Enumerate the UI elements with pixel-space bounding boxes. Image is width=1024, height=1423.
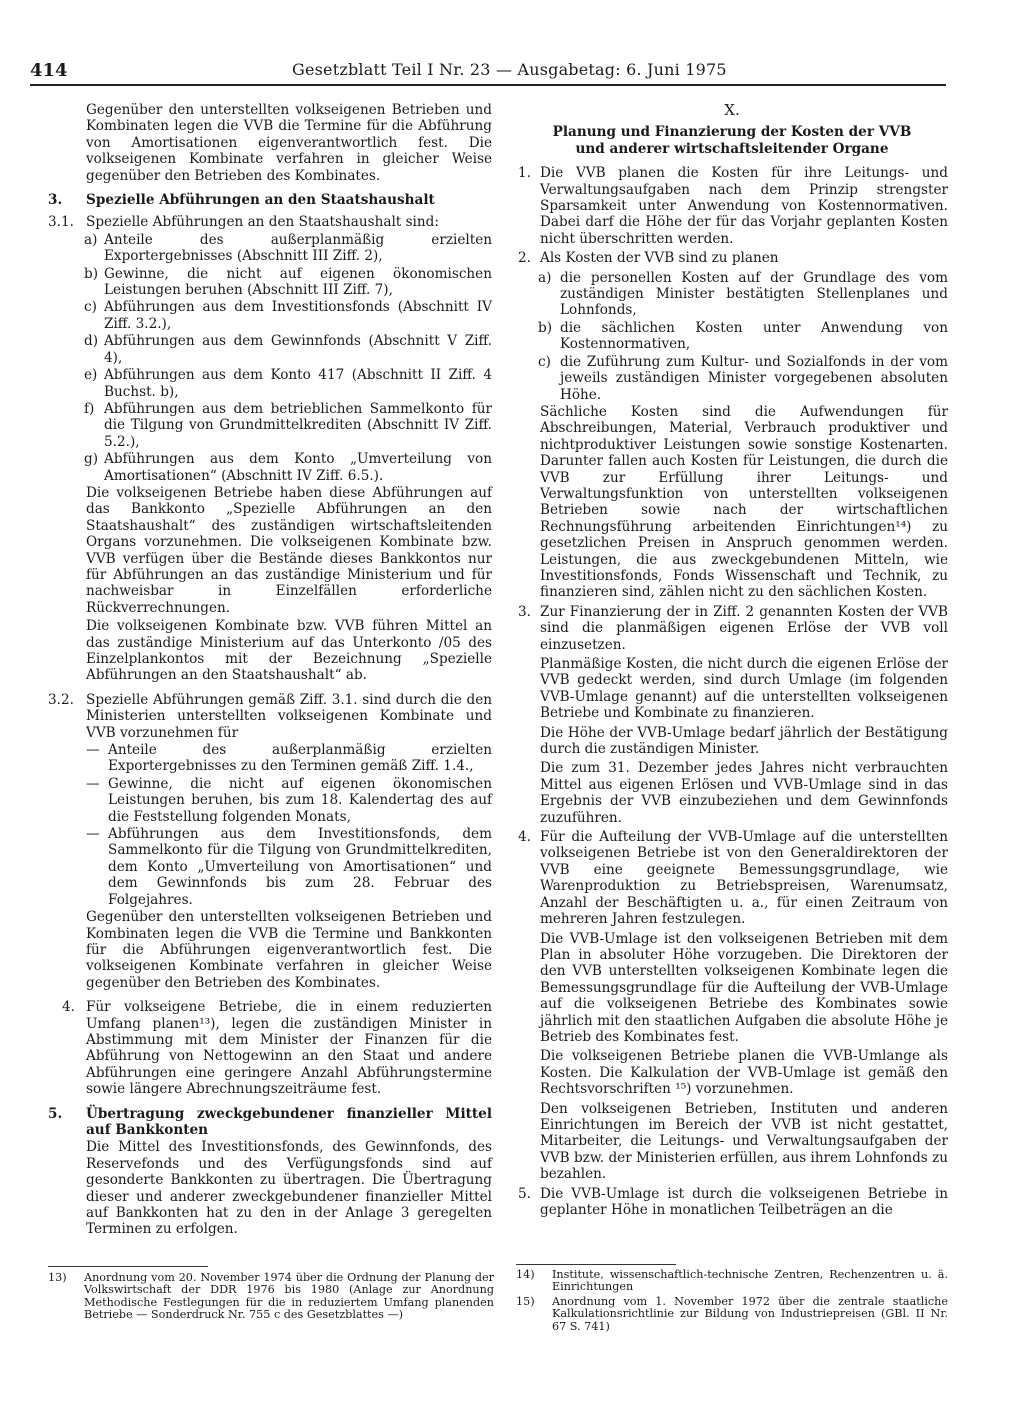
right-column: X. Planung und Finanzierung der Kosten der VVB und anderer wirtschaftsleitender Organe 1. Die VVB planen die Kosten für ihre Leitungs- und Verwaltungsaufgaben nach dem Prinzip strengster Sparsamkeit unter Anwendung von Kostennormativen. Dabei darf die Höhe der für das Vorjahr geplanten Kosten nicht überschritten werden. 2. Als Kosten der VVB sind zu planen a) die personellen Kosten auf der Grundlage des vom zuständigen Minister bestätigten Stellenplanes und Lohnfonds, b) die sächlichen Kosten unter Anwendung von Kostennormativen, c) die Zuführung zum Kultur- und Sozialfonds in der vom jeweils zuständigen Minister vorgegebenen absoluten Höhe. Sächliche Kosten sind die Aufwendungen für Abschreibungen, Material, Verbrauch produktiver und nichtproduktiver Leistungen sowie sonstige Kostenarten. Darunter fallen auch Kosten für Leistungen, die durch die VVB zur Erfüllung ihrer Leitungs- und Verwaltungsfunktion von unterstellten volkseigenen Betrieben sowie nach der wirtschaftlichen Rechnungsführung arbeitenden Einrichtungen¹⁴) zu gesetzlichen Preisen in Anspruch genommen werden. Leistungen, die aus zweckgebundenen Mitteln, wie Investitionsfonds, Fonds Wissenschaft und Technik, zu finanzieren sind, zählen nicht zu den sächlichen Kosten. 3. Zur Finanzierung der in Ziff. 2 genannten Kosten der VVB sind die planmäßigen eigenen Erlöse der VVB voll einzusetzen. Planmäßige Kosten, die nicht durch die eigenen Erlöse der VVB gedeckt werden, sind durch Umlage (im folgenden VVB-Umlage genannt) auf die unterstellten volkseigenen Betriebe und Kombinate zu finanzieren. Die Höhe der VVB-Umlage bedarf jährlich der Bestätigung durch die zuständigen Minister. Die zum 31. Dezember jedes Jahres nicht verbrauchten Mittel aus eigenen Erlösen und VVB-Umlage sind in das Ergebnis der VVB einzubeziehen und dem Gewinnfonds zuzuführen. 4. Für die Aufteilung der VVB-Umlage auf die unterstellten volkseigenen Betriebe ist von den Generaldirektoren der VVB eine geeignete Bemessungsgrundlage, wie Warenproduktion zu Betriebspreisen, Warenumsatz, Anzahl der Beschäftigten u. a., für einen Zeitraum von mehreren Jahren festzulegen. Die VVB-Umlage ist den volkseigenen Betrieben mit dem Plan in absoluter Höhe vorzugeben. Die Direktoren der den VVB unterstellten volkseigenen Kombinate legen die Bemessungsgrundlage für die Aufteilung der VVB-Umlage auf die volkseigenen Betriebe des Kombinates sowie jährlich mit den staatlichen Aufgaben die absolute Höhe je Betrieb des Kombinates fest. Die volkseigenen Betriebe planen die VVB-Umlange als Kosten. Die Kalkulation der VVB-Umlage ist gemäß den Rechtsvorschriften ¹⁵) vorzunehmen. Den volkseigenen Betrieben, Instituten und anderen Einrichtungen im Bereich der VVB ist nicht gestattet, Mitarbeiter, die Leitungs- und Verwaltungsaufgaben der VVB bzw. der Ministerien erfüllen, aus ihrem Lohnfonds zu bezahlen. 5. Die VVB-Umlage ist durch die volkseigenen Betriebe in geplanter Höhe in monatlichen Teilbeträgen an die bbox=[518, 101, 948, 1218]
list-item: Anteile des außerplanmäßig erzielten Exportergebnisses (Abschnitt III Ziff. 2), bbox=[104, 231, 492, 265]
list-item: Gewinne, die nicht auf eigenen ökonomischen Leistungen beruhen, bis zum 18. Kalendertag des auf die Feststellung folgenden Monats, bbox=[108, 775, 492, 825]
list-item: die sächlichen Kosten unter Anwendung von Kostennormativen, bbox=[560, 319, 948, 353]
paragraph: Die zum 31. Dezember jedes Jahres nicht verbrauchten Mittel aus eigenen Erlösen und VVB-Umlage sind in das Ergebnis der VVB einzubeziehen und dem Gewinnfonds zuzuführen. bbox=[540, 760, 948, 826]
list-item: Gewinne, die nicht auf eigenen ökonomischen Leistungen beruhen (Abschnitt III Ziff. 7), bbox=[104, 265, 492, 299]
section-4: 4. Für volkseigene Betriebe, die in einem reduzierten Umfang planen¹³), legen die zuständigen Minister in Abstimmung mit dem Minister der Finanzen für die Abführung von Nettogewinn an den Staat und andere Abführungen eine geringere Anzahl Abführungstermine sowie längere Abrechnungszeiträume fest. bbox=[62, 999, 492, 1098]
item-5: Die VVB-Umlage ist durch die volkseigenen Betriebe in geplanter Höhe in monatlichen Teilbeträgen an die bbox=[540, 1185, 948, 1218]
paragraph: Die volkseigenen Betriebe planen die VVB-Umlange als Kosten. Die Kalkulation der VVB-Umlage ist gemäß den Rechtsvorschriften ¹⁵) vorzunehmen. bbox=[540, 1048, 948, 1098]
paragraph: Die volkseigenen Betriebe haben diese Abführungen auf das Bankkonto „Spezielle Abführungen an den Staatshaushalt“ des zuständigen wirtschaftsleitenden Organs vorzunehmen. Die volkseigenen Kombinate bzw. VVB verfügen über die Bestände dieses Bankkontos nur für Abführungen an das zuständige Ministerium und für nachweisbar in Einzelfällen erforderliche Rückverrechnungen. bbox=[86, 484, 492, 616]
section-number: X. bbox=[724, 101, 740, 119]
list-item: Abführungen aus dem Konto 417 (Abschnitt II Ziff. 4 Buchst. b), bbox=[104, 367, 492, 400]
paragraph: Die Mittel des Investitionsfonds, des Gewinnfonds, des Reservefonds und des Verfügungsfonds sind auf gesonderte Bankkonten zu übertragen. Die Übertragung dieser und anderer zweckgebundener finanzieller Mittel auf Bankkonten hat zu den in der Anlage 3 geregelten Terminen zu erfolgen. bbox=[86, 1139, 492, 1238]
section-title-line-1: Planung und Finanzierung der Kosten der VVB bbox=[552, 124, 912, 141]
paragraph: Die Höhe der VVB-Umlage bedarf jährlich der Bestätigung durch die zuständigen Minister. bbox=[540, 724, 948, 758]
footnote-13: Anordnung vom 20. November 1974 über die Ordnung der Planung der Volkswirtschaft der DDR 1976 bis 1980 (Anlage zur Anordnung Methodische Festlegungen für die in reduziertem Umfang planenden Betriebe — Sonderdruck Nr. 755 c des Gesetzblattes —) bbox=[84, 1271, 494, 1322]
section-5-heading: 5. Übertragung zweckgebundener finanzieller Mittel auf Bankkonten bbox=[48, 1105, 492, 1138]
left-column: Gegenüber den unterstellten volkseigenen Betrieben und Kombinaten legen die VVB die Termine für die Abführung von Amortisationen eigenverantwortlich fest. Die volkseigenen Kombinate verfahren in gleicher Weise gegenüber den Betrieben des Kombinates. 3. Spezielle Abführungen an den Staatshaushalt 3.1. Spezielle Abführungen an den Staatshaushalt sind: a) Anteile des außerplanmäßig erzielten Exportergebnisses (Abschnitt III Ziff. 2), b) Gewinne, die nicht auf eigenen ökonomischen Leistungen beruhen (Abschnitt III Ziff. 7), c) Abführungen aus dem Investitionsfonds (Abschnitt IV Ziff. 3.2.), d) Abführungen aus dem Gewinnfonds (Abschnitt V Ziff. 4), e) Abführungen aus dem Konto 417 (Abschnitt II Ziff. 4 Buchst. b), f) Abführungen aus dem betrieblichen Sammelkonto für die Tilgung von Grundmittelkrediten (Abschnitt IV Ziff. 5.2.), g) Abführungen aus dem Konto „Umverteilung von Amortisationen“ (Abschnitt IV Ziff. 6.5.). Die volkseigenen Betriebe haben diese Abführungen auf das Bankkonto „Spezielle Abführungen an den Staatshaushalt“ des zuständigen wirtschaftsleitenden Organs vorzunehmen. Die volkseigenen Kombinate bzw. VVB verfügen über die Bestände dieses Bankkontos nur für Abführungen an das zuständige Ministerium und für nachweisbar in Einzelfällen erforderliche Rückverrechnungen. Die volkseigenen Kombinate bzw. VVB führen Mittel an das zuständige Ministerium auf das Unterkonto /05 des Einzelplankontos mit der Bezeichnung „Spezielle Abführungen an den Staatshaushalt“ ab. 3.2. Spezielle Abführungen gemäß Ziff. 3.1. sind durch die den Ministerien unterstellten volkseigenen Kombinate und VVB vorzunehmen für — Anteile des außerplanmäßig erzielten Exportergebnisses zu den Terminen gemäß Ziff. 1.4., — Gewinne, die nicht auf eigenen ökonomischen Leistungen beruhen, bis zum 18. Kalendertag des auf die Feststellung folgenden Monats, — Abführungen aus dem Investitionsfonds, dem Sammelkonto für die Tilgung von Grundmittelkrediten, dem Konto „Umverteilung von Amortisationen“ und dem Gewinnfonds bis zum 28. Februar des Folgejahres. Gegenüber den unterstellten volkseigenen Betrieben und Kombinaten legen die VVB die Termine und Bankkonten für die Abführungen eigenverantwortlich fest. Die volkseigenen Kombinate verfahren in gleicher Weise gegenüber den Betrieben des Kombinates. 4. Für volkseigene Betriebe, die in einem reduzierten Umfang planen¹³), legen die zuständigen Minister in Abstimmung mit dem Minister der Finanzen für die Abführung von Nettogewinn an den Staat und andere Abführungen eine geringere Anzahl Abführungstermine sowie längere Abrechnungszeiträume fest. 5. Übertragung zweckgebundener finanzieller Mittel auf Bankkonten Die Mittel des Investitionsfonds, des Gewinnfonds, des Reservefonds und des Verfügungsfonds sind auf gesonderte Bankkonten zu übertragen. Die Übertragung dieser und anderer zweckgebundener finanzieller Mittel auf Bankkonten hat zu den in der Anlage 3 geregelten Terminen zu erfolgen. bbox=[48, 102, 492, 1238]
paragraph: Gegenüber den unterstellten volkseigenen Betrieben und Kombinaten legen die VVB die Termine und Bankkonten für die Abführungen eigenverantwortlich fest. Die volkseigenen Kombinate verfahren in gleicher Weise gegenüber den Betrieben des Kombinates. bbox=[86, 909, 492, 991]
paragraph: Sächliche Kosten sind die Aufwendungen für Abschreibungen, Material, Verbrauch produktiver und nichtproduktiver Leistungen sowie sonstige Kostenarten. Darunter fallen auch Kosten für Leistungen, die durch die VVB zur Erfüllung ihrer Leitungs- und Verwaltungsfunktion von unterstellten volkseigenen Betrieben sowie nach der wirtschaftlichen Rechnungsführung arbeitenden Einrichtungen¹⁴) zu gesetzlichen Preisen in Anspruch genommen werden. Leistungen, die aus zweckgebundenen Mitteln, wie Investitionsfonds, Fonds Wissenschaft und Technik, zu finanzieren sind, zählen nicht zu den sächlichen Kosten. bbox=[540, 403, 948, 601]
item-3: Zur Finanzierung der in Ziff. 2 genannten Kosten der VVB sind die planmäßigen eigenen Erlöse der VVB voll einzusetzen. bbox=[540, 603, 948, 653]
footnotes-left: 13) Anordnung vom 20. November 1974 über die Ordnung der Planung der Volkswirtschaft der DDR 1976 bis 1980 (Anlage zur Anordnung Methodische Festlegungen für die in reduziertem Umfang planenden Betriebe — Sonderdruck Nr. 755 c des Gesetzblattes —) bbox=[48, 1271, 494, 1322]
section-3-title: Spezielle Abführungen an den Staatshaushalt bbox=[86, 192, 435, 209]
paragraph: Den volkseigenen Betrieben, Instituten und anderen Einrichtungen im Bereich der VVB ist nicht gestattet, Mitarbeiter, die Leitungs- und Verwaltungsaufgaben der VVB bzw. der Ministerien erfüllen, aus ihrem Lohnfonds zu bezahlen. bbox=[540, 1100, 948, 1183]
gazette-title: Gesetzblatt Teil I Nr. 23 — Ausgabetag: 6. Juni 1975 bbox=[292, 60, 727, 79]
list-item: Abführungen aus dem Investitionsfonds, dem Sammelkonto für die Tilgung von Grundmittelkrediten, dem Konto „Umverteilung von Amortisationen“ und dem Gewinnfonds bis zum 28. Februar des Folgejahres. bbox=[108, 826, 492, 908]
footnote-14: Institute, wissenschaftlich-technische Zentren, Rechenzentren u. ä. Einrichtungen bbox=[552, 1268, 948, 1294]
list-item: Abführungen aus dem betrieblichen Sammelkonto für die Tilgung von Grundmittelkrediten (Abschnitt IV Ziff. 5.2.), bbox=[104, 400, 492, 450]
paragraph: Die volkseigenen Kombinate bzw. VVB führen Mittel an das zuständige Ministerium auf das Unterkonto /05 des Einzelplankontos mit der Bezeichnung „Spezielle Abführungen an den Staatshaushalt“ ab. bbox=[86, 618, 492, 684]
footnote-divider bbox=[48, 1266, 208, 1267]
paragraph: Planmäßige Kosten, die nicht durch die eigenen Erlöse der VVB gedeckt werden, sind durch Umlage (im folgenden VVB-Umlage genannt) auf die unterstellten volkseigenen Betriebe und Kombinate zu finanzieren. bbox=[540, 656, 948, 722]
section-3-heading: 3. Spezielle Abführungen an den Staatshaushalt bbox=[48, 192, 435, 209]
list-item: die personellen Kosten auf der Grundlage des vom zuständigen Minister bestätigten Stellenplanes und Lohnfonds, bbox=[560, 269, 948, 319]
page-number: 414 bbox=[30, 60, 68, 81]
list-item: Abführungen aus dem Konto „Umverteilung von Amortisationen“ (Abschnitt IV Ziff. 6.5.). bbox=[104, 451, 492, 484]
list-item: die Zuführung zum Kultur- und Sozialfonds in der vom jeweils zuständigen Minister vorgegebenen absoluten Höhe. bbox=[560, 353, 948, 403]
list-item: Abführungen aus dem Investitionsfonds (Abschnitt IV Ziff. 3.2.), bbox=[104, 299, 492, 332]
intro-paragraph: Gegenüber den unterstellten volkseigenen Betrieben und Kombinaten legen die VVB die Termine für die Abführung von Amortisationen eigenverantwortlich fest. Die volkseigenen Kombinate verfahren in gleicher Weise gegenüber den Betrieben des Kombinates. bbox=[86, 102, 492, 184]
item-4: Für die Aufteilung der VVB-Umlage auf die unterstellten volkseigenen Betriebe ist von den Generaldirektoren der VVB eine geeignete Bemessungsgrundlage, wie Warenproduktion zu Betriebspreisen, Warenumsatz, Anzahl der Beschäftigten u. a., für einen Zeitraum von mehreren Jahren festzulegen. bbox=[540, 829, 948, 928]
item-1: Die VVB planen die Kosten für ihre Leitungs- und Verwaltungsaufgaben nach dem Prinzip strengster Sparsamkeit unter Anwendung von Kostennormativen. Dabei darf die Höhe der für das Vorjahr geplanten Kosten nicht überschritten werden. bbox=[540, 165, 948, 247]
page-header bbox=[30, 60, 946, 86]
footnotes-right: 14) Institute, wissenschaftlich-technische Zentren, Rechenzentren u. ä. Einrichtungen 15) Anordnung vom 1. November 1972 über die zentrale staatliche Kalkulationsrichtlinie zur Bildung von Industriepreisen (GBl. II Nr. 67 S. 741) bbox=[516, 1268, 948, 1333]
footnote-15: Anordnung vom 1. November 1972 über die zentrale staatliche Kalkulationsrichtlinie zur Bildung von Industriepreisen (GBl. II Nr. 67 S. 741) bbox=[552, 1294, 948, 1333]
paragraph: Die VVB-Umlage ist den volkseigenen Betrieben mit dem Plan in absoluter Höhe vorzugeben. Die Direktoren der den VVB unterstellten volkseigenen Kombinate legen die Bemessungsgrundlage für die Aufteilung der VVB-Umlage auf die volkseigenen Betriebe des Kombinates sowie jährlich mit den staatlichen Aufgaben die absolute Höhe je Betrieb des Kombinates fest. bbox=[540, 930, 948, 1045]
section-3-2: 3.2. Spezielle Abführungen gemäß Ziff. 3.1. sind durch die den Ministerien unterstellten volkseigenen Kombinate und VVB vorzunehmen für bbox=[48, 691, 492, 741]
list-item: Anteile des außerplanmäßig erzielten Exportergebnisses zu den Terminen gemäß Ziff. 1.4., bbox=[108, 742, 492, 775]
section-title-line-2: und anderer wirtschaftsleitender Organe bbox=[575, 140, 889, 157]
footnote-divider bbox=[516, 1264, 676, 1265]
list-item: Abführungen aus dem Gewinnfonds (Abschnitt V Ziff. 4), bbox=[104, 333, 492, 366]
item-2: Als Kosten der VVB sind zu planen bbox=[540, 250, 779, 267]
section-3-1: 3.1. Spezielle Abführungen an den Staatshaushalt sind: bbox=[48, 214, 439, 231]
section-5-title: Übertragung zweckgebundener finanzieller Mittel auf Bankkonten bbox=[86, 1105, 492, 1138]
